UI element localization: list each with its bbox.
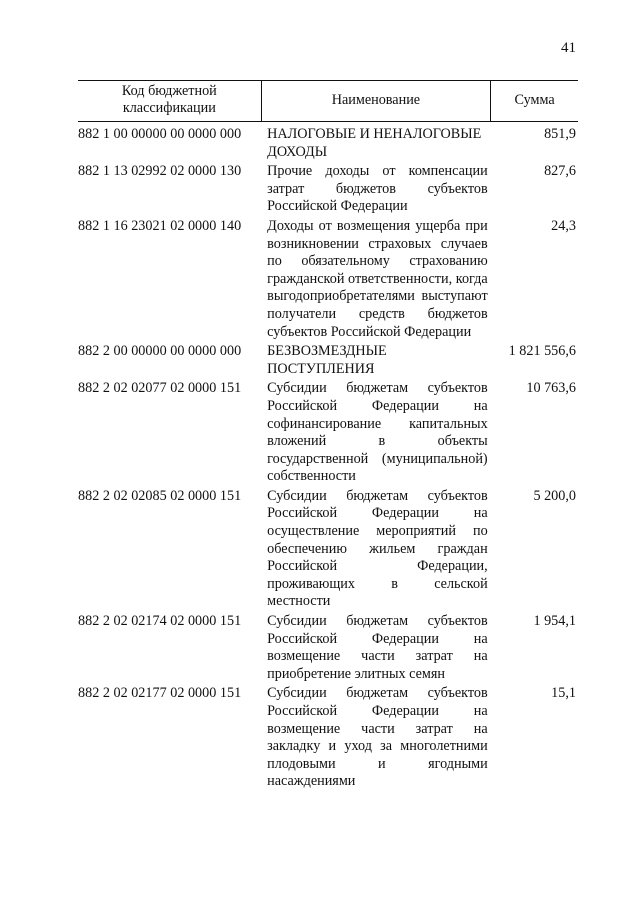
row-sum: 15,1 — [551, 685, 576, 702]
row-name: Субсидии бюджетам субъектов Российской Федерации на возмещение части затрат на закладку и уход за многолетними плодовыми и ягодными насаждениями — [267, 685, 488, 790]
table-row — [78, 218, 578, 343]
row-name: БЕЗВОЗМЕЗДНЫЕ ПОСТУПЛЕНИЯ — [267, 343, 387, 377]
row-code: 882 2 02 02085 02 0000 151 — [78, 487, 242, 504]
row-name: Субсидии бюджетам субъектов Российской Федерации на осуществление мероприятий по обеспечению жильем граждан Российской Федерации, проживающих в сельской местности — [267, 487, 488, 610]
table-row — [78, 488, 578, 613]
row-code: 882 2 00 00000 00 0000 000 — [78, 343, 242, 360]
row-code: 882 1 00 00000 00 0000 000 — [78, 126, 242, 142]
row-sum: 1 954,1 — [533, 613, 576, 630]
row-name: НАЛОГОВЫЕ И НЕНАЛОГОВЫЕ ДОХОДЫ — [267, 126, 482, 160]
row-name: Прочие доходы от компенсации затрат бюджетов субъектов Российской Федерации — [267, 163, 488, 215]
table-row — [78, 122, 578, 164]
table-row — [78, 343, 578, 380]
header-row — [78, 81, 578, 122]
row-name: Субсидии бюджетам субъектов Российской Федерации на софинансирование капитальных вложений в объекты государственной (муниципальной) собственности — [267, 380, 488, 485]
table-row — [78, 613, 578, 685]
header-code: Код бюджетной классификации — [78, 81, 261, 122]
table-row — [78, 685, 578, 793]
row-sum: 851,9 — [544, 126, 576, 142]
table-body — [78, 122, 578, 793]
budget-revenue-table — [78, 80, 578, 793]
row-sum: 5 200,0 — [533, 487, 576, 504]
table-row — [78, 380, 578, 488]
table-row — [78, 163, 578, 218]
row-name: Субсидии бюджетам субъектов Российской Федерации на возмещение части затрат на приобретение элитных семян — [267, 613, 488, 682]
row-sum: 24,3 — [551, 217, 576, 234]
row-sum: 1 821 556,6 — [508, 343, 576, 360]
header-sum: Сумма — [491, 81, 578, 122]
row-code: 882 1 16 23021 02 0000 140 — [78, 217, 242, 234]
row-sum: 827,6 — [544, 163, 576, 180]
row-code: 882 1 13 02992 02 0000 130 — [78, 163, 242, 180]
row-sum: 10 763,6 — [526, 380, 576, 397]
page-number: 41 — [561, 40, 576, 56]
row-code: 882 2 02 02174 02 0000 151 — [78, 613, 242, 630]
row-name: Доходы от возмещения ущерба при возникновении страховых случаев по обязательному страхованию гражданской ответственности, когда выгодоприобретателями выступают получатели средств бюджетов субъектов Российской Федерации — [267, 217, 488, 340]
table-header — [78, 81, 578, 122]
header-name: Наименование — [261, 81, 491, 122]
row-code: 882 2 02 02177 02 0000 151 — [78, 685, 242, 702]
row-code: 882 2 02 02077 02 0000 151 — [78, 380, 242, 397]
